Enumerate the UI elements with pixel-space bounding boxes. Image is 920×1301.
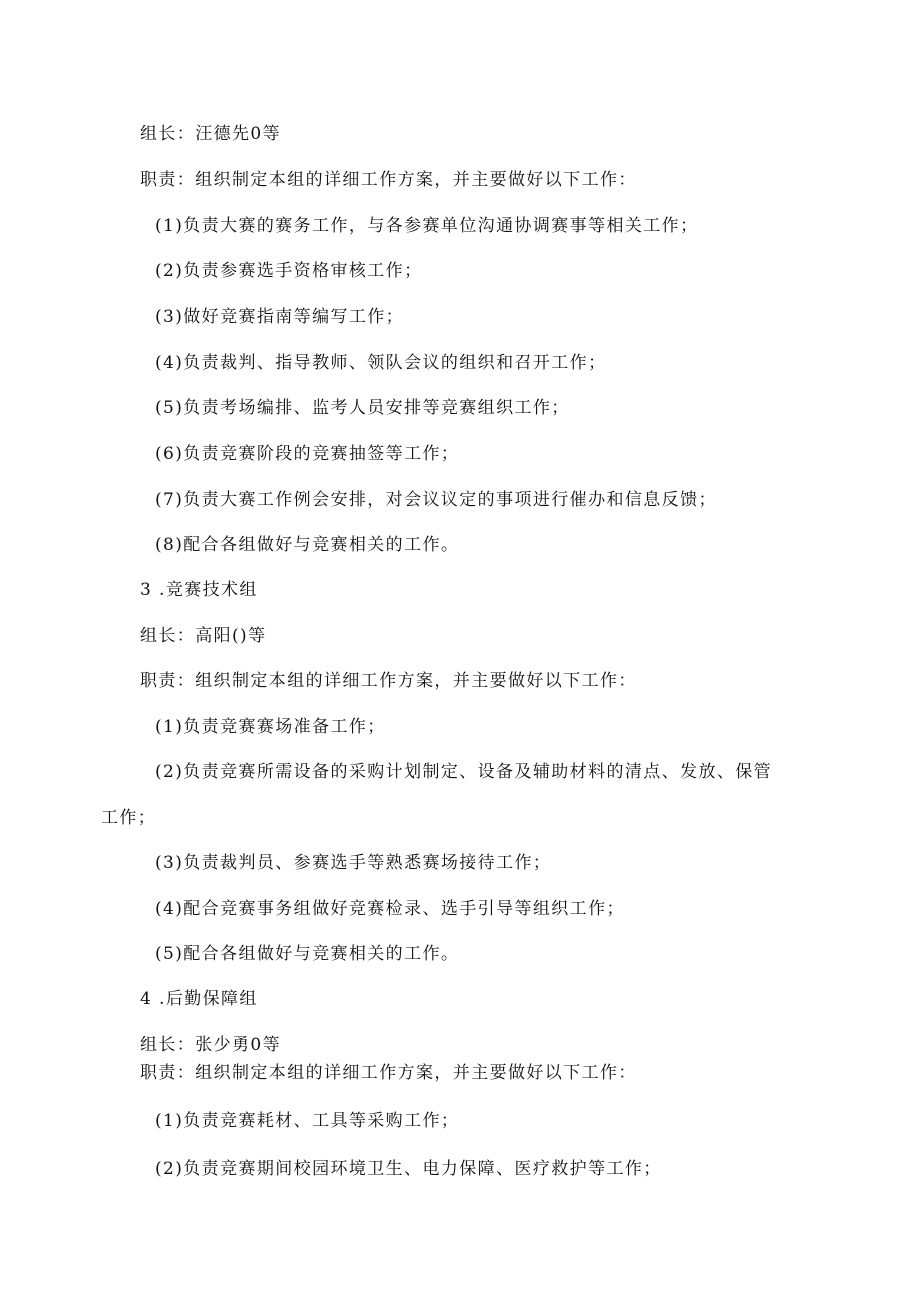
section-heading: 4 .后勤保障组 (140, 989, 258, 1009)
duty-item: (2)负责竞赛所需设备的采购计划制定、设备及辅助材料的清点、发放、保管 (155, 762, 773, 782)
duty-item: (1)负责大赛的赛务工作，与各参赛单位沟通协调赛事等相关工作； (155, 216, 699, 236)
duty-item: (2)负责竞赛期间校园环境卫生、电力保障、医疗救护等工作； (155, 1159, 662, 1179)
duty-item: (1)负责竞赛赛场准备工作； (155, 717, 386, 737)
duty-item: (3)做好竞赛指南等编写工作； (155, 307, 405, 327)
duty-item: (5)负责考场编排、监考人员安排等竞赛组织工作； (155, 398, 570, 418)
duty-item: (4)配合竞赛事务组做好竞赛检录、选手引导等组织工作； (155, 899, 625, 919)
duty-intro-line: 职责：组织制定本组的详细工作方案，并主要做好以下工作： (140, 1063, 637, 1083)
section-heading: 3 .竞赛技术组 (140, 580, 258, 600)
duty-item: (2)负责参赛选手资格审核工作； (155, 261, 423, 281)
duty-item: (3)负责裁判员、参赛选手等熟悉赛场接待工作； (155, 853, 552, 873)
duty-item-continuation: 工作； (101, 808, 157, 828)
duty-item: (7)负责大赛工作例会安排，对会议议定的事项进行催办和信息反馈； (155, 490, 717, 510)
group-leader-line: 组长：汪德先0等 (140, 124, 282, 144)
duty-item: (1)负责竞赛耗材、工具等采购工作； (155, 1111, 460, 1131)
group-leader-line: 组长：高阳()等 (140, 626, 267, 646)
duty-item: (8)配合各组做好与竞赛相关的工作。 (155, 535, 460, 555)
duty-intro-line: 职责：组织制定本组的详细工作方案，并主要做好以下工作： (140, 671, 637, 691)
duty-item: (6)负责竞赛阶段的竞赛抽签等工作； (155, 444, 460, 464)
duty-intro-line: 职责：组织制定本组的详细工作方案，并主要做好以下工作： (140, 170, 637, 190)
duty-item: (4)负责裁判、指导教师、领队会议的组织和召开工作； (155, 353, 607, 373)
duty-item: (5)配合各组做好与竞赛相关的工作。 (155, 944, 460, 964)
group-leader-line: 组长：张少勇0等 (140, 1035, 282, 1055)
